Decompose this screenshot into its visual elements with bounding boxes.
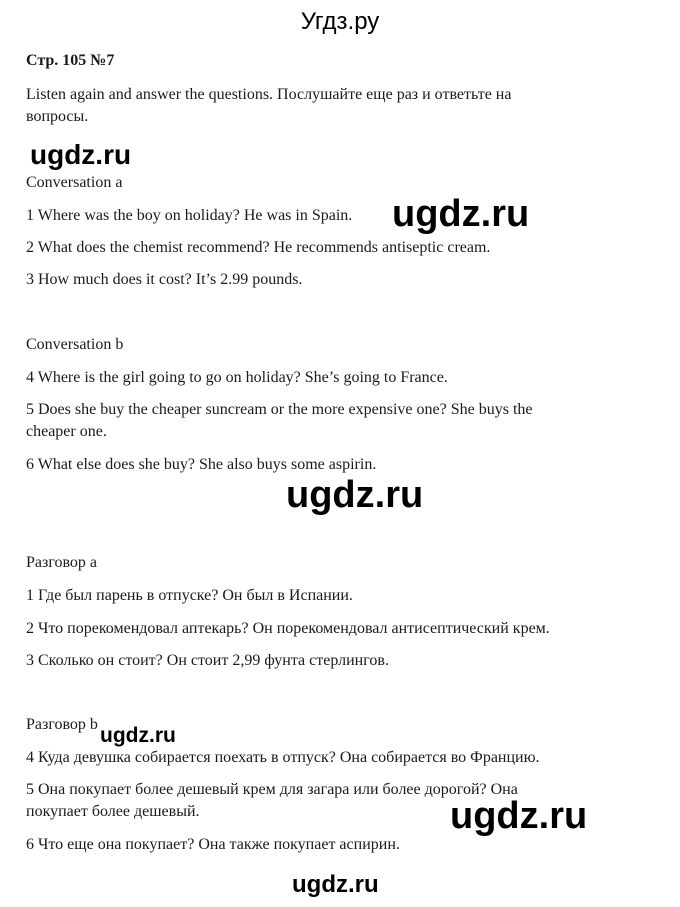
watermark: ugdz.ru [392,193,530,235]
razgovor-b-answer-5-line-1: 5 Она покупает более дешевый крем для загара или более дорогой? Она [26,781,518,798]
conversation-b-answer-4: 4 Where is the girl going to go on holiday? She’s going to France. [26,369,448,386]
razgovor-a-answer-3: 3 Сколько он стоит? Он стоит 2,99 фунта стерлингов. [26,652,389,669]
conversation-b-title: Conversation b [26,336,124,353]
razgovor-a-answer-1: 1 Где был парень в отпуске? Он был в Испании. [26,587,353,604]
razgovor-a-answer-2: 2 Что порекомендовал аптекарь? Он порекомендовал антисептический крем. [26,620,550,637]
conversation-b-answer-5-line-2: cheaper one. [26,423,107,440]
watermark: ugdz.ru [450,795,588,837]
watermark: ugdz.ru [100,724,176,747]
razgovor-b-answer-4: 4 Куда девушка собирается поехать в отпуск? Она собирается во Францию. [26,749,540,766]
conversation-a-answer-2: 2 What does the chemist recommend? He recommends antiseptic cream. [26,239,491,256]
conversation-b-answer-5-line-1: 5 Does she buy the cheaper suncream or the more expensive one? She buys the [26,401,533,418]
site-title: Угдз.ру [300,8,380,35]
razgovor-b-answer-5-line-2: покупает более дешевый. [26,803,200,820]
conversation-a-answer-3: 3 How much does it cost? It’s 2.99 pounds. [26,271,303,288]
conversation-a-title: Conversation a [26,174,123,191]
page-heading: Стр. 105 №7 [26,52,115,69]
razgovor-b-answer-6: 6 Что еще она покупает? Она также покупает аспирин. [26,836,400,853]
instruction-line-2: вопросы. [26,108,89,125]
razgovor-b-title: Разговор b [26,716,98,733]
conversation-b-answer-6: 6 What else does she buy? She also buys some aspirin. [26,456,377,473]
watermark: ugdz.ru [30,139,132,170]
instruction-line-1: Listen again and answer the questions. Послушайте еще раз и ответьте на [26,86,512,103]
watermark: ugdz.ru [286,474,424,516]
razgovor-a-title: Разговор a [26,554,98,571]
conversation-a-answer-1: 1 Where was the boy on holiday? He was in Spain. [26,207,353,224]
watermark: ugdz.ru [292,871,379,898]
